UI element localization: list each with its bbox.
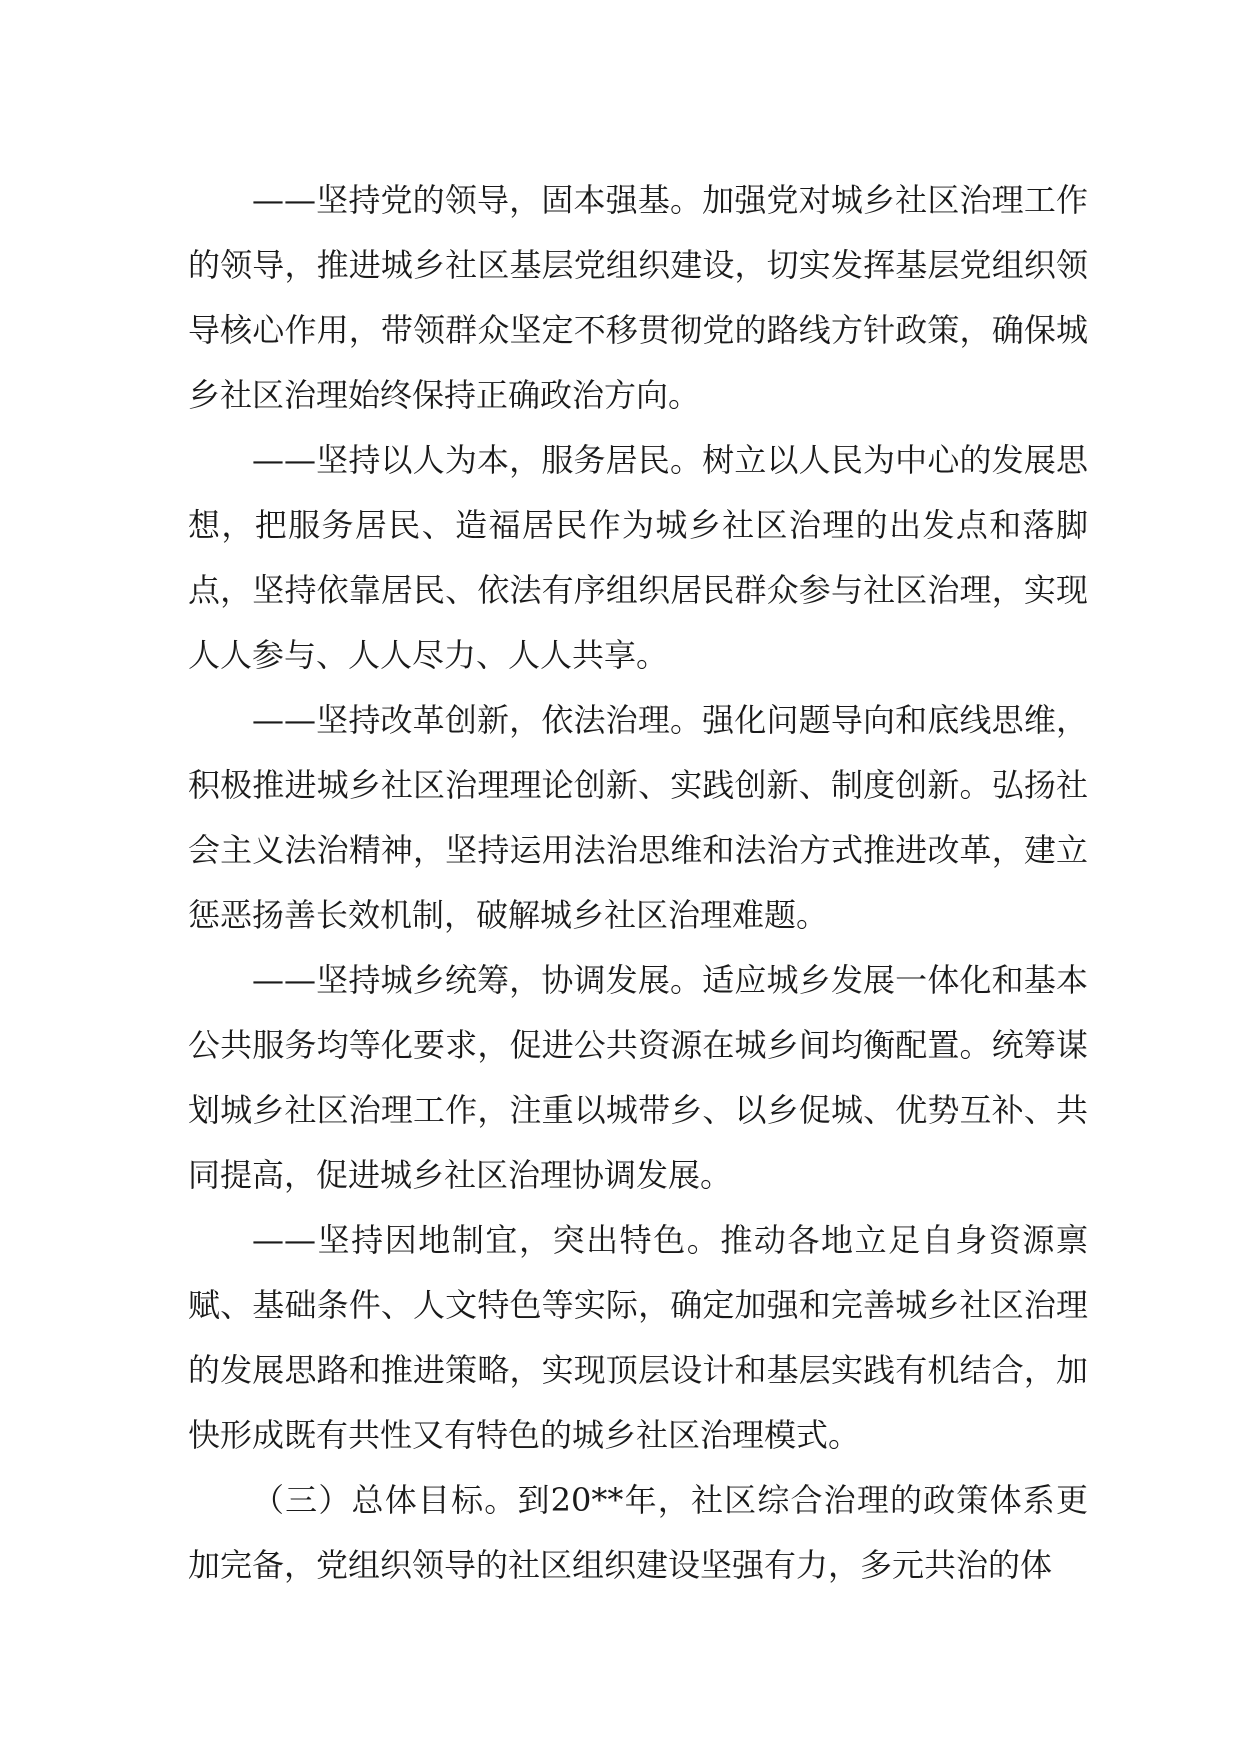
paragraph-people-centered: ——坚持以人为本，服务居民。树立以人民为中心的发展思想，把服务居民、造福居民作为城乡社区治理的出发点和落脚点，坚持依靠居民、依法有序组织居民群众参与社区治理，实现人人参与、人人尽力、人人共享。 [188,441,1088,674]
paragraph-reform-innovation: ——坚持改革创新，依法治理。强化问题导向和底线思维，积极推进城乡社区治理理论创新、实践创新、制度创新。弘扬社会主义法治精神，坚持运用法治思维和法治方式推进改革，建立惩恶扬善长效机制，破解城乡社区治理难题。 [188,701,1088,934]
paragraph-overall-goal: （三）总体目标。到20**年，社区综合治理的政策体系更加完备，党组织领导的社区组织建设坚强有力，多元共治的体 [188,1481,1088,1584]
paragraph-party-leadership: ——坚持党的领导，固本强基。加强党对城乡社区治理工作的领导，推进城乡社区基层党组织建设，切实发挥基层党组织领导核心作用，带领群众坚定不移贯彻党的路线方针政策，确保城乡社区治理始终保持正确政治方向。 [188,181,1088,414]
document-body [188,168,1088,1598]
paragraph-urban-rural-coordination: ——坚持城乡统筹，协调发展。适应城乡发展一体化和基本公共服务均等化要求，促进公共资源在城乡间均衡配置。统筹谋划城乡社区治理工作，注重以城带乡、以乡促城、优势互补、共同提高，促进城乡社区治理协调发展。 [188,961,1088,1194]
paragraph-local-conditions: ——坚持因地制宜，突出特色。推动各地立足自身资源禀赋、基础条件、人文特色等实际，确定加强和完善城乡社区治理的发展思路和推进策略，实现顶层设计和基层实践有机结合，加快形成既有共性又有特色的城乡社区治理模式。 [188,1221,1088,1454]
